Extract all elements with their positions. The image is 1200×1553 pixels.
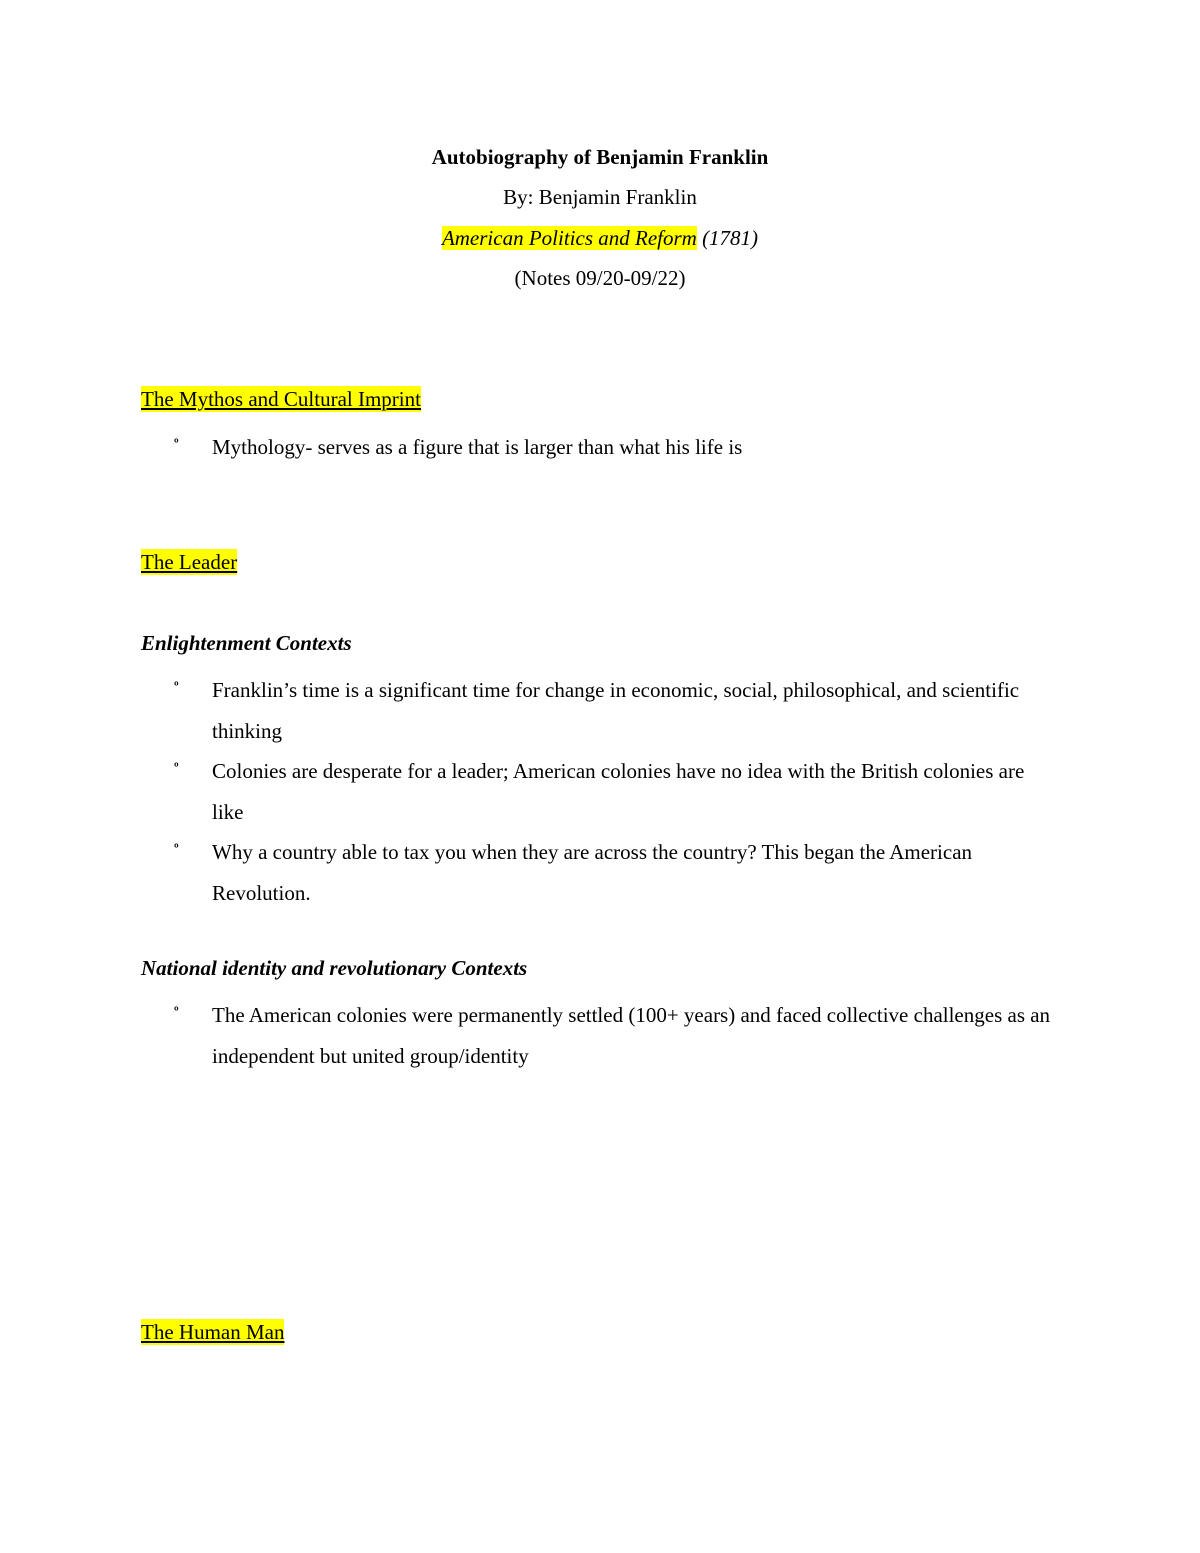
bullet-icon: º (174, 1005, 179, 1020)
bullet-icon: º (174, 842, 179, 857)
document-title: Autobiography of Benjamin Franklin (431, 145, 769, 169)
section-heading-leader: The Leader (141, 550, 238, 574)
bullet-text: Colonies are desperate for a leader; American colonies have no idea with the British colonies are like (212, 759, 1025, 824)
course-line (0, 225, 1200, 251)
section-heading-human-man: The Human Man (141, 1320, 285, 1344)
subheading-enlightenment: Enlightenment Contexts (141, 631, 352, 655)
bullet-icon: º (174, 437, 179, 452)
bullet-icon: º (174, 761, 179, 776)
course-name-highlight: American Politics and Reform (441, 226, 697, 250)
bullet-text: Franklin’s time is a significant time for change in economic, social, philosophical, and scientific thinking (212, 678, 1020, 743)
bullet-text: Mythology- serves as a figure that is larger than what his life is (212, 435, 743, 459)
section-heading-mythos: The Mythos and Cultural Imprint (141, 387, 421, 411)
course-year: (1781) (696, 226, 759, 250)
bullet-text: The American colonies were permanently settled (100+ years) and faced collective challenges as an independent but united group/identity (212, 1003, 1051, 1068)
subheading-national-identity: National identity and revolutionary Contexts (141, 956, 528, 980)
document-author: By: Benjamin Franklin (503, 185, 697, 209)
notes-range: (Notes 09/20-09/22) (514, 266, 686, 290)
bullet-icon: º (174, 680, 179, 695)
bullet-text: Why a country able to tax you when they are across the country? This began the American Revolution. (212, 840, 973, 905)
